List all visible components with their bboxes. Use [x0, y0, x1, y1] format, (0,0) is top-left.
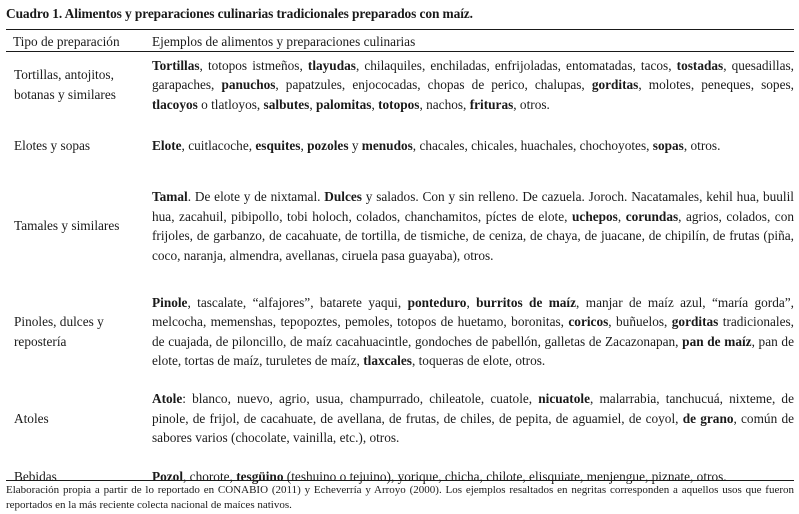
example-text: , quesadillas, garapaches,: [152, 57, 795, 93]
highlighted-example: tlaxcales: [363, 353, 412, 368]
example-text: , chilaquiles, enchiladas, enfrijoladas, entomatadas, tacos,: [355, 57, 677, 73]
example-text: y salados. Con y sin relleno. De cazuela. Joroch. Nacatamales, kehil hua, buulil hua, zacahuil, pibipollo, tobi holoch, colados, chanchamitos, píctes de elote,: [152, 189, 794, 224]
highlighted-example: Dulces: [324, 189, 362, 204]
example-text: , otros.: [513, 96, 550, 112]
example-text: , molotes, peneques, sopes,: [638, 77, 794, 93]
highlighted-example: palomitas: [316, 96, 372, 112]
example-text: , nachos,: [419, 96, 470, 112]
highlighted-example: tostadas: [676, 57, 724, 73]
example-text: , otros.: [683, 137, 721, 153]
highlighted-example: pan de maíz: [682, 333, 752, 349]
table-caption: Cuadro 1. Alimentos y preparaciones culinarias tradicionales preparados con maíz.: [6, 6, 473, 21]
highlighted-example: uchepos: [572, 208, 618, 224]
example-text: , toqueras de elote, otros.: [411, 353, 546, 368]
top-rule: [6, 29, 794, 30]
highlighted-example: totopos: [378, 96, 420, 112]
highlighted-example: Tamal: [152, 189, 188, 204]
category-cell: Elotes y sopas: [14, 137, 91, 153]
example-text: y: [348, 137, 362, 153]
examples-cell: [145, 118, 794, 173]
example-text: , cuitlacoche,: [181, 137, 256, 153]
table-row: [6, 118, 794, 173]
highlighted-example: menudos: [361, 137, 413, 153]
bottom-rule: [6, 480, 794, 481]
highlighted-example: de grano: [682, 410, 734, 426]
example-text: o tlatloyos,: [197, 96, 264, 112]
example-text: (teshuino o tejuino), yorique, chicha, chilote, elisquiate, menjengue, piznate, otros.: [283, 469, 727, 485]
highlighted-example: tesgüino: [236, 469, 284, 485]
example-text: , totopos istmeños,: [199, 57, 308, 73]
food-preparations-table: [6, 32, 794, 501]
highlighted-example: burritos de maíz: [476, 294, 577, 310]
highlighted-example: nicuatole: [538, 391, 590, 407]
table-row: [6, 52, 794, 118]
example-text: ,: [617, 208, 626, 224]
highlighted-example: pozoles: [307, 137, 349, 153]
example-text: ,: [300, 137, 308, 153]
example-text: , papatzules, enjococadas, chopas de perico, chalupas,: [275, 77, 592, 93]
category-cell: Atoles: [14, 410, 49, 426]
highlighted-example: frituras: [469, 96, 514, 112]
highlighted-example: corundas: [625, 208, 679, 224]
category-cell: Bebidas: [14, 469, 57, 484]
highlighted-example: ponteduro: [407, 294, 467, 310]
highlighted-example: Atole: [152, 391, 183, 407]
highlighted-example: gorditas: [671, 314, 719, 329]
example-text: , manjar de maíz azul, “maría gorda”, melcocha, memenshas, tepopoztes, pemoles, totopos de huetamo, boronitas,: [152, 294, 794, 329]
table-row: [6, 173, 794, 279]
highlighted-example: gorditas: [591, 77, 639, 93]
source-footnote: Elaboración propia a partir de lo reportado en CONABIO (2011) y Echeverría y Arroyo (2000). Los ejemplos resaltados en negritas corresponden a aquellos usos que fueron reportados en la más reciente colecta nacional de maíces nativos.: [6, 484, 794, 511]
highlighted-example: Tortillas: [152, 57, 200, 73]
example-text: : blanco, nuevo, agrio, usua, champurrado, chileatole, cuatole,: [182, 391, 539, 407]
highlighted-example: esquites: [255, 137, 301, 153]
category-cell: Pinoles, dulces y repostería: [14, 313, 104, 349]
example-text: ,: [466, 294, 477, 310]
examples-cell: [145, 52, 794, 118]
highlighted-example: salbutes: [263, 96, 310, 112]
highlighted-example: Pozol: [152, 469, 184, 485]
example-text: , chorote,: [183, 469, 237, 485]
header-preparation-type: Tipo de preparación: [13, 34, 120, 49]
highlighted-example: panuchos: [221, 77, 276, 93]
examples-cell: [145, 173, 794, 279]
example-text: , agrios, colados, con frijoles, de garbanzo, de cacahuate, de tortilla, de tismiche, de ceniza, de chaya, de juacane, de chipilín, de frutas (piña, coco, naranja, almendra, avellanas, ciruela pasa guayaba), otros.: [152, 208, 795, 263]
example-text: , chacales, chicales, huachales, chochoyotes,: [412, 137, 653, 153]
examples-cell: [145, 279, 794, 384]
highlighted-example: Pinole: [152, 294, 188, 310]
category-cell: Tamales y similares: [14, 218, 120, 233]
highlighted-example: tlacoyos: [152, 96, 198, 112]
example-text: ,: [309, 96, 317, 112]
example-text: , pan de elote, tortas de maíz, turuletes de maíz,: [152, 333, 794, 368]
header-examples: Ejemplos de alimentos y preparaciones culinarias: [152, 34, 416, 49]
highlighted-example: sopas: [652, 137, 684, 153]
highlighted-example: Elote: [152, 137, 182, 153]
example-text: tradicionales, de cuajada, de piloncillo, de maíz cacahuacintle, gondoches de pabellón, galletas de Zacazonapan,: [152, 314, 794, 349]
table-row: [6, 384, 794, 453]
example-text: , común de sabores varios (chocolate, vainilla, etc.), otros.: [152, 410, 794, 446]
example-text: . De elote y de nixtamal.: [187, 189, 325, 204]
table-row: [6, 279, 794, 384]
examples-cell: [145, 384, 794, 453]
category-cell: Tortillas, antojitos, botanas y similares: [14, 67, 116, 102]
example-text: , tascalate, “alfajores”, batarete yaqui,: [187, 294, 408, 310]
example-text: ,: [371, 96, 379, 112]
table-header-row: [6, 32, 794, 52]
highlighted-example: tlayudas: [307, 57, 356, 73]
example-text: , malarrabia, tanchucuá, nixteme, de pinole, de frijol, de cacahuate, de avellana, de frutas, de chiles, de pepita, de aguamiel, de coyol,: [152, 391, 794, 426]
example-text: , buñuelos,: [608, 314, 672, 329]
highlighted-example: coricos: [568, 314, 609, 329]
